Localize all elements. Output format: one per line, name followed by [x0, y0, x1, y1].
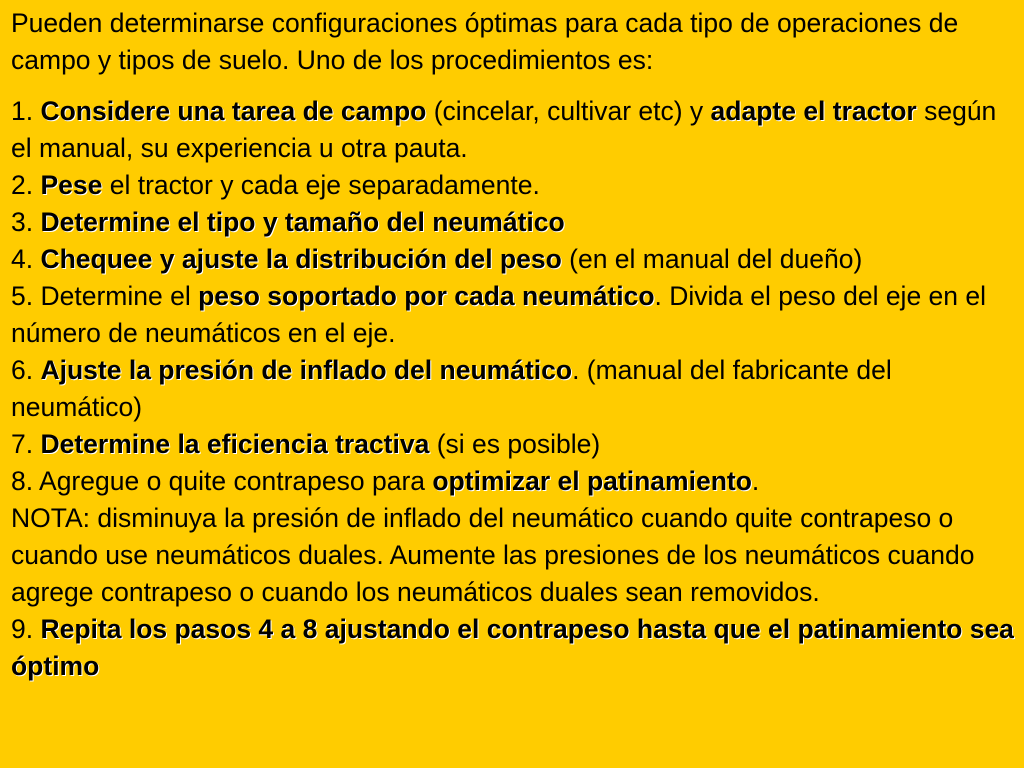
step-bold-text: Determine el tipo y tamaño del neumático	[40, 207, 565, 237]
step-item	[11, 278, 1014, 352]
step-item	[11, 611, 1014, 685]
step-item	[11, 352, 1014, 426]
step-text: Determine el	[40, 281, 199, 311]
step-bold-text: Pese	[40, 170, 103, 200]
step-item	[11, 167, 1014, 204]
step-bold-text: Ajuste la presión de inflado del neumático	[40, 355, 573, 385]
step-item	[11, 204, 1014, 241]
step-text: (si es posible)	[429, 429, 601, 459]
step-number: 4.	[11, 244, 34, 274]
step-text: . Divida el peso del eje en el número de neumáticos en el eje.	[11, 281, 987, 348]
step-text: el tractor y cada eje separadamente.	[102, 170, 540, 200]
step-bold-text: Chequee y ajuste la distribución del peso	[40, 244, 562, 274]
step-text: .	[751, 466, 760, 496]
step-number: 6.	[11, 355, 34, 385]
intro-paragraph: Pueden determinarse configuraciones óptimas para cada tipo de operaciones de campo y tipos de suelo. Uno de los procedimientos es:	[11, 8, 959, 75]
step-bold-text: Repita los pasos 4 a 8 ajustando el contrapeso hasta que el patinamiento sea óptimo	[11, 614, 1014, 681]
step-text: (cincelar, cultivar etc) y	[426, 96, 711, 126]
step-number: 7.	[11, 429, 34, 459]
step-text: NOTA: disminuya la presión de inflado del neumático cuando quite contrapeso o cuando use neumáticos duales. Aumente las presiones de los neumáticos cuando agrege contrapeso o cuando los neumáticos duales sean removidos.	[11, 503, 975, 607]
step-text: según el manual, su experiencia u otra pauta.	[11, 96, 997, 163]
step-item	[11, 463, 1014, 500]
step-item	[11, 426, 1014, 463]
step-number: 5.	[11, 281, 34, 311]
step-number: 8.	[11, 466, 34, 496]
step-bold-text: Considere una tarea de campo	[40, 96, 427, 126]
step-text: (en el manual del dueño)	[561, 244, 863, 274]
step-number: 2.	[11, 170, 34, 200]
step-bold-text: optimizar el patinamiento	[432, 466, 752, 496]
step-item	[11, 93, 1014, 167]
step-number: 1.	[11, 96, 34, 126]
step-number: 9.	[11, 614, 34, 644]
step-text: Agregue o quite contrapeso para	[39, 466, 433, 496]
step-item	[11, 241, 1014, 278]
step-text: . (manual del fabricante del neumático)	[11, 355, 892, 422]
note-item	[11, 500, 1014, 611]
step-bold-text: Determine la eficiencia tractiva	[40, 429, 430, 459]
step-number: 3.	[11, 207, 34, 237]
step-bold-text: peso soportado por cada neumático	[198, 281, 655, 311]
step-bold-text: adapte el tractor	[710, 96, 917, 126]
steps-list	[11, 93, 1014, 685]
